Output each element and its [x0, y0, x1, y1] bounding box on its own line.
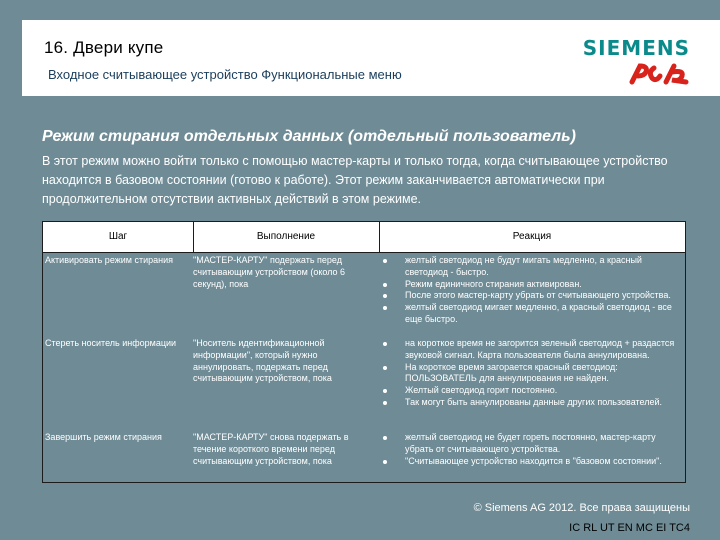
bullet-icon: [383, 342, 387, 346]
intro-paragraph: В этот режим можно войти только с помощью мастер-карты и только тогда, когда считывающее устройство находится в базовом состоянии (готово к работе). Этот режим заканчивается автоматически при продолжительном отсутствии активных действий в этом режиме.: [42, 154, 668, 206]
reaction-item: "Считывающее устройство находится в "базовом состоянии".: [379, 456, 683, 468]
reaction-item: желтый светодиод мигает медленно, а красный светодиод - все еще быстро.: [379, 302, 683, 326]
row-reaction: [379, 255, 683, 326]
row-reaction: [379, 338, 683, 409]
slide-subtitle: Входное считывающее устройство Функциональные меню: [48, 67, 402, 82]
slide-header: [22, 20, 720, 96]
reaction-item: Так могут быть аннулированы данные других пользователей.: [379, 397, 683, 409]
row-reaction: [379, 432, 683, 467]
section-title: Режим стирания отдельных данных (отдельный пользователь): [42, 128, 576, 145]
row-step: Стереть носитель информации: [45, 338, 177, 348]
row-execution: "Носитель идентификационной информации", который нужно аннулировать, подержать перед считывающим устройством, пока: [193, 338, 332, 384]
header-divider: [193, 222, 194, 252]
steps-table: [42, 221, 686, 483]
header-reaction: Реакция: [512, 231, 552, 242]
bullet-icon: [383, 294, 387, 298]
slide-footer: [474, 498, 690, 538]
reaction-item: желтый светодиод не будут мигать медленно, а красный светодиод - быстро.: [379, 255, 683, 279]
reaction-item: Желтый светодиод горит постоянно.: [379, 385, 683, 397]
reaction-item: Режим единичного стирания активирован.: [379, 279, 683, 291]
document-code: IC RL UT EN MC EI TC4: [569, 522, 690, 534]
reaction-item: на короткое время не загорится зеленый светодиод + раздастся звуковой сигнал. Карта пользователя была аннулирована.: [379, 338, 683, 362]
row-step: Активировать режим стирания: [45, 255, 173, 265]
bullet-icon: [383, 366, 387, 370]
reaction-item: После этого мастер-карту убрать от считывающего устройства.: [379, 290, 683, 302]
bullet-icon: [383, 306, 387, 310]
bullet-icon: [383, 283, 387, 287]
header-step: Шаг: [108, 231, 128, 242]
row-step: Завершить режим стирания: [45, 432, 162, 442]
bullet-icon: [383, 401, 387, 405]
reaction-item: желтый светодиод не будет гореть постоянно, мастер-карту убрать от считывающего устройства.: [379, 432, 683, 456]
copyright-text: © Siemens AG 2012. Все права защищены: [473, 502, 690, 514]
header-divider: [379, 222, 380, 252]
bullet-icon: [383, 460, 387, 464]
reaction-item: На короткое время загорается красный светодиод: ПОЛЬЗОВАТЕЛЬ для аннулирования не найден.: [379, 362, 683, 386]
slide-title: 16. Двери купе: [44, 38, 164, 57]
bullet-icon: [383, 389, 387, 393]
bullet-icon: [383, 259, 387, 263]
siemens-logo: SIEMENS: [582, 36, 690, 60]
header-execution: Выполнение: [256, 231, 316, 242]
table-header: [43, 222, 685, 253]
row-execution: "МАСТЕР-КАРТУ" снова подержать в течение короткого времени перед считывающим устройством, пока: [193, 432, 349, 466]
row-execution: "МАСТЕР-КАРТУ" подержать перед считывающим устройством (около 6 секунд), пока: [193, 255, 346, 289]
logo-group: [570, 36, 690, 92]
rzd-logo-icon: [626, 62, 690, 86]
bullet-icon: [383, 436, 387, 440]
